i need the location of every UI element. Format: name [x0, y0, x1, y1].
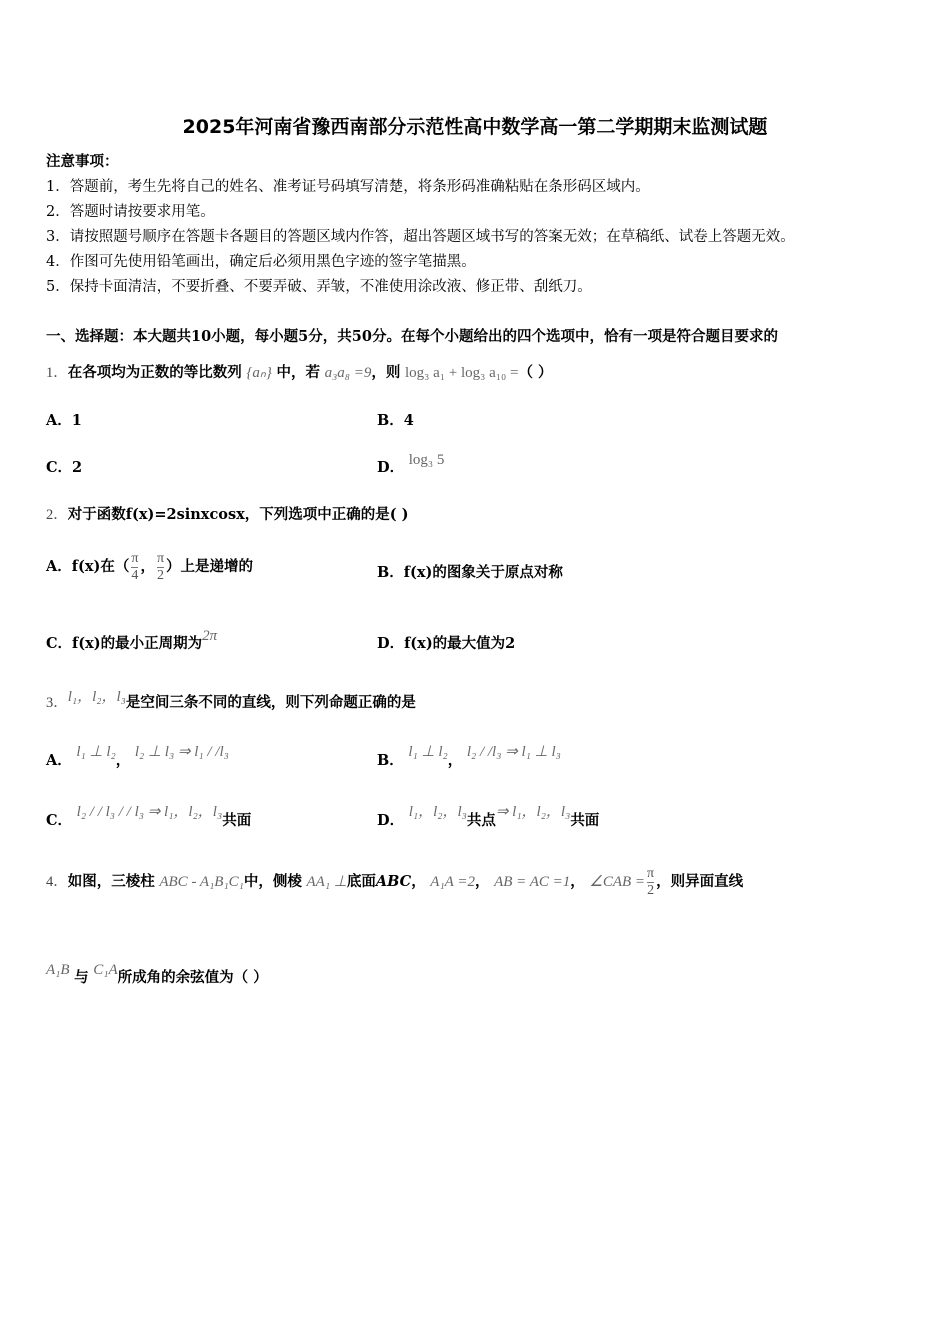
q4-angle-fraction: $\frac{\pi}{2}$ — [647, 865, 655, 898]
q3-option-c — [46, 802, 252, 829]
q1-math-expr: log₃ a₁ + log₃ a₁₀ = — [404, 365, 519, 381]
q4-math-angle: ∠CAB = — [589, 874, 646, 890]
q4-math-len2: AB = AC =1 — [494, 874, 571, 890]
q4-text-1: 如图，三棱柱 — [67, 873, 155, 890]
q4-text-5: ， — [474, 873, 490, 890]
q3-option-b-sep: ， — [447, 752, 463, 769]
q4-math-base: ABC — [375, 873, 412, 890]
q4-math-seg2: C₁A — [93, 962, 118, 978]
notice-item-3: 3．请按照题号顺序在答题卡各题目的答题区域内作答，超出答题区域书写的答案无效；在草稿纸、试卷上答题无效。 — [46, 229, 795, 245]
q3-option-a-sep: ， — [115, 752, 131, 769]
q4-text-6: ， — [570, 873, 585, 890]
q3-option-b-math-1: l₁ ⊥ l₂ — [408, 744, 448, 760]
q3-option-b — [377, 742, 561, 769]
q4-text-8: 与 — [74, 969, 89, 986]
q2-option-a-pre: A．f(x)在（ — [46, 558, 130, 575]
question-number: 2． — [46, 507, 68, 523]
q4-math-edge: AA₁ ⊥ — [306, 874, 347, 890]
q2-text: 对于函数f(x)=2sinxcosx，下列选项中正确的是( ) — [67, 506, 409, 523]
notice-header: 注意事项： — [46, 153, 119, 170]
question-4-stem-cont — [46, 960, 268, 986]
question-4-stem — [46, 860, 743, 904]
q4-text-3: 底面 — [346, 873, 376, 890]
q1-text-2: 中，若 — [276, 364, 320, 381]
q2-fraction-2: $\frac{\pi}{2}$ — [156, 550, 165, 583]
q2-option-a — [46, 545, 253, 589]
question-1-stem — [46, 363, 553, 383]
q3-option-a-math-2: l₂ ⊥ l₃ ⇒ l₁ / /l₃ — [134, 744, 229, 760]
q3-option-d-label: D． — [377, 812, 405, 829]
q3-option-a-label: A． — [46, 752, 72, 769]
q3-option-d-mid: 共点 — [466, 812, 496, 829]
q4-text-2: 中，侧棱 — [243, 873, 302, 890]
question-number: 1． — [46, 365, 68, 381]
q2-option-c — [46, 626, 218, 652]
q2-option-b: B．f(x)的图象关于原点对称 — [377, 564, 563, 581]
q3-option-a-math-1: l₁ ⊥ l₂ — [76, 744, 116, 760]
q3-option-c-label: C． — [46, 812, 73, 829]
q2-option-a-post: ）上是递增的 — [166, 558, 254, 575]
section-heading: 一、选择题：本大题共10小题，每小题5分，共50分。在每个小题给出的四个选项中，恰有一项是符合题目要求的 — [46, 328, 778, 345]
notice-item-5: 5．保持卡面清洁，不要折叠、不要弄破、弄皱，不准使用涂改液、修正带、刮纸刀。 — [46, 279, 592, 295]
q3-option-a — [46, 742, 229, 769]
q3-option-c-math: l₂ / / l₃ / / l₃ ⇒ l₁，l₂，l₃ — [76, 804, 223, 820]
notice-item-1: 1．答题前，考生先将自己的姓名、准考证号码填写清楚，将条形码准确粘贴在条形码区域内。 — [46, 179, 650, 195]
q2-option-a-comma: ， — [140, 558, 155, 575]
q1-option-c: C．2 — [46, 459, 83, 476]
question-3-stem — [46, 687, 416, 711]
notice-item-2: 2．答题时请按要求用笔。 — [46, 204, 215, 220]
q1-math-cond: a₃a₈ =9 — [324, 365, 372, 381]
notice-item-4: 4．作图可先使用铅笔画出，确定后必须用黑色字迹的签字笔描黑。 — [46, 254, 476, 270]
q3-option-d-math-2: ⇒ l₁，l₂，l₃ — [495, 804, 571, 820]
q4-text-9: 所成角的余弦值为（ ） — [117, 969, 268, 986]
q4-math-prism: ABC - A₁B₁C₁ — [159, 874, 244, 890]
q2-fraction-1: $\frac{\pi}{4}$ — [131, 550, 139, 583]
q4-text-7: ，则异面直线 — [656, 873, 744, 890]
q4-math-len1: A₁A =2 — [430, 874, 475, 890]
q1-option-d-math: log₃ 5 — [408, 452, 445, 468]
q3-option-c-post: 共面 — [222, 812, 252, 829]
q3-option-b-label: B． — [377, 752, 404, 769]
question-2-stem — [46, 505, 409, 525]
q1-option-d — [377, 450, 445, 476]
q3-option-b-math-2: l₂ / /l₃ ⇒ l₁ ⊥ l₃ — [466, 744, 561, 760]
q1-option-a: A．1 — [46, 412, 82, 429]
q4-text-4: ， — [411, 873, 426, 890]
q2-option-c-pre: C．f(x)的最小正周期为 — [46, 635, 203, 652]
question-number: 4． — [46, 874, 68, 890]
q3-option-d-math-1: l₁，l₂，l₃ — [408, 804, 467, 820]
page-title: 2025年河南省豫西南部分示范性高中数学高一第二学期期末监测试题 — [182, 116, 768, 138]
q3-math-lines: l₁，l₂，l₃ — [67, 689, 126, 705]
q2-option-c-math: 2π — [202, 628, 218, 644]
question-number: 3． — [46, 695, 68, 711]
q4-math-seg1: A₁B — [46, 962, 70, 978]
q1-math-seq: {aₙ} — [246, 365, 272, 381]
q1-text-1: 在各项均为正数的等比数列 — [67, 364, 242, 381]
q1-text-3: ，则 — [371, 364, 401, 381]
q3-option-d — [377, 802, 600, 829]
q1-text-4: （ ） — [518, 364, 553, 381]
q3-option-d-post: 共面 — [570, 812, 600, 829]
q2-option-d: D．f(x)的最大值为2 — [377, 635, 516, 652]
q1-option-b: B．4 — [377, 412, 414, 429]
q3-text: 是空间三条不同的直线，则下列命题正确的是 — [125, 694, 416, 711]
q1-option-d-label: D． — [377, 459, 405, 476]
